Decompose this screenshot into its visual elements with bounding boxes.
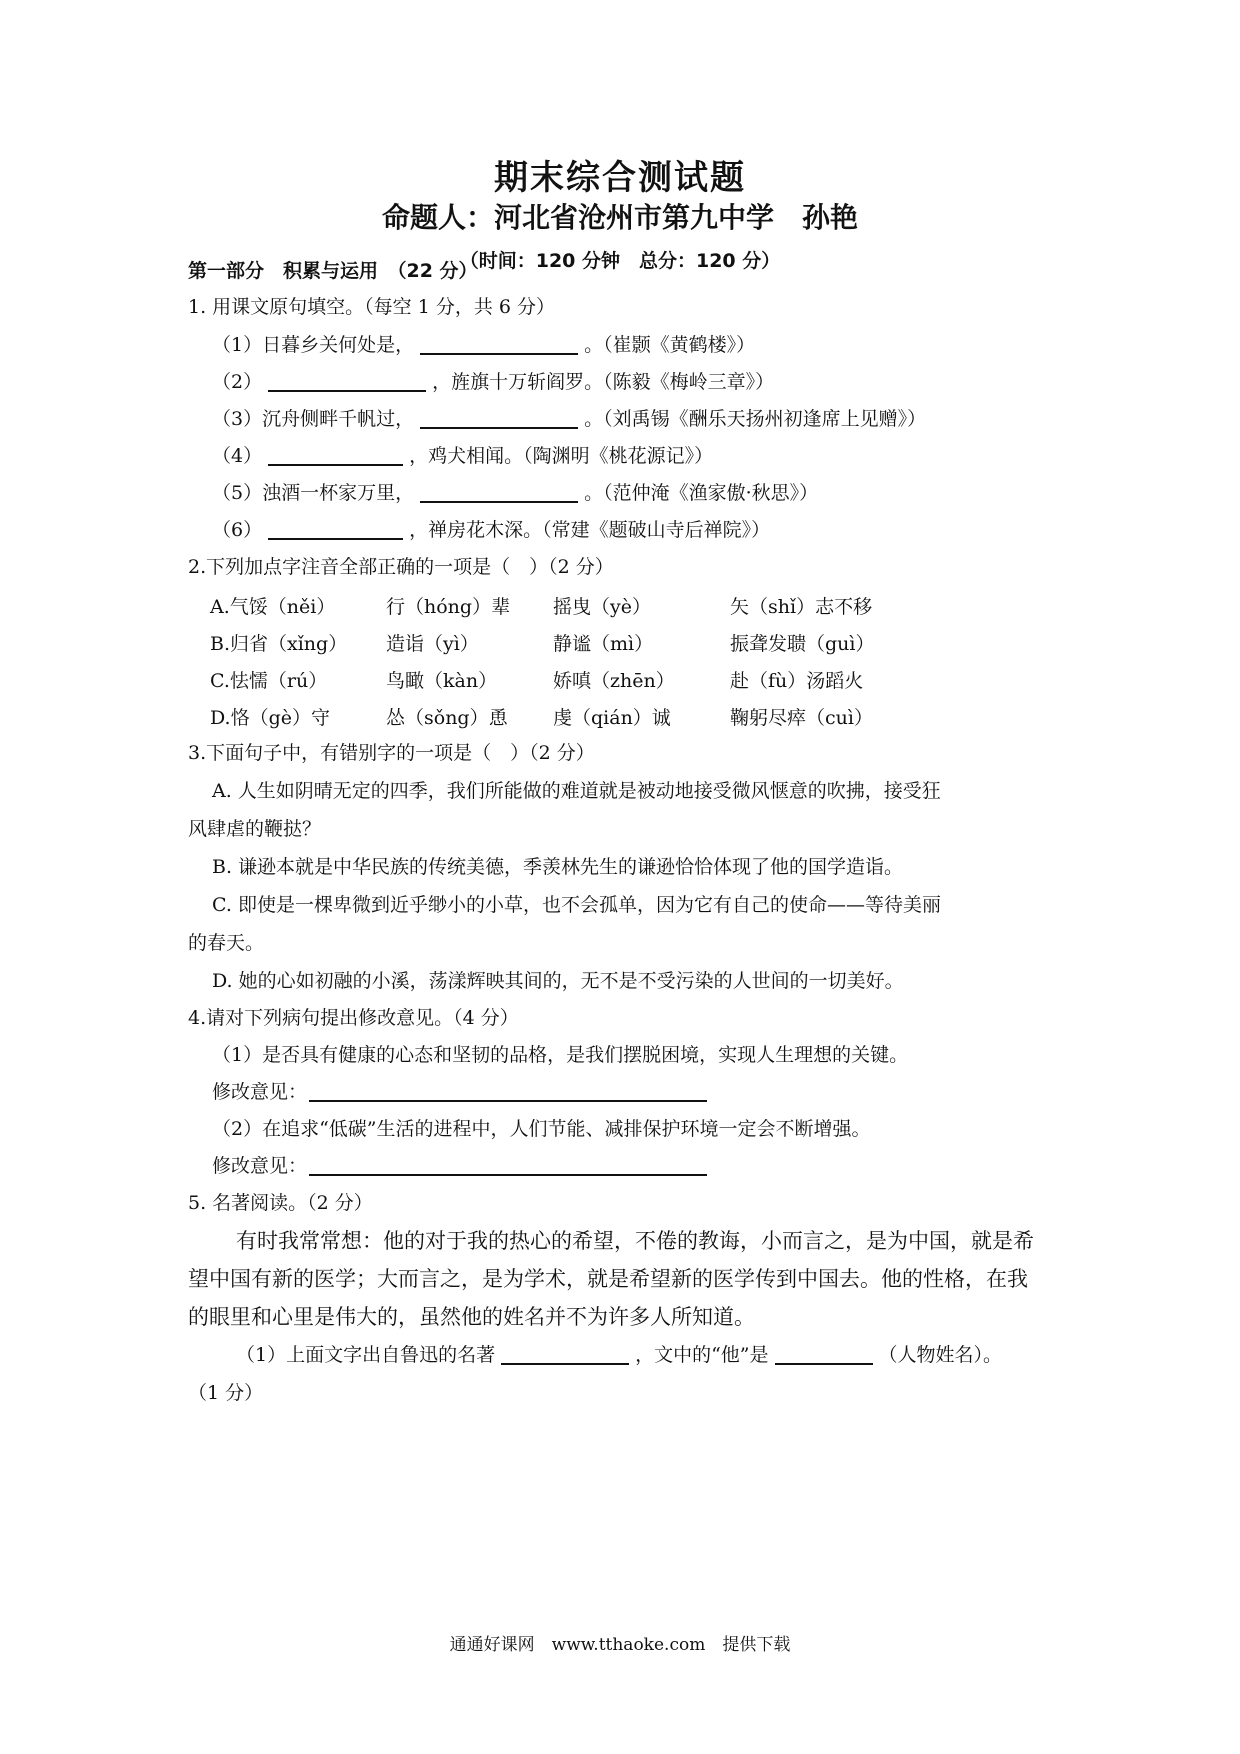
q2-stem: 2.下列加点字注音全部正确的一项是（ ）（2 分） [188,556,614,578]
fill-blank[interactable] [268,519,403,540]
q3-option-c-line1: C. 即使是一棵卑微到近乎缈小的小草，也不会孤单，因为它有自己的使命——等待美丽 [212,894,941,916]
q5-subquestion-1: （1）上面文字出自鲁迅的名著 ，文中的“他”是 （人物姓名）。 [236,1344,1003,1366]
q1-item-2: （2） ，旌旗十万斩阎罗。（陈毅《梅岭三章》） [212,371,775,393]
q5-passage-line2: 望中国有新的医学；大而言之，是为学术，就是希望新的医学传到中国去。他的性格，在我 [188,1267,1028,1291]
q4-sentence-1: （1）是否具有健康的心态和坚韧的品格，是我们摆脱困境，实现人生理想的关键。 [212,1044,909,1066]
q2-option-d-3: 虔（qián）诚 [553,707,671,729]
part1-heading: 第一部分 积累与运用 （22 分） [188,260,478,282]
answer-line[interactable] [309,1155,707,1176]
q2-option-a-4: 矢（shǐ）志不移 [730,596,873,618]
q2-option-b-3: 静谧（mì） [553,633,654,655]
q2-option-a-1: A.气馁（něi） [210,596,336,618]
author-line: 命题人：河北省沧州市第九中学 孙艳 [381,201,858,234]
q5-stem: 5. 名著阅读。（2 分） [188,1192,373,1214]
q3-stem: 3.下面句子中，有错别字的一项是（ ）（2 分） [188,742,595,764]
q4-stem: 4.请对下列病句提出修改意见。（4 分） [188,1007,519,1029]
q2-option-c-1: C.怯懦（rú） [210,670,328,692]
q3-option-c-line2: 的春天。 [188,932,265,954]
q2-option-d-2: 怂（sǒng）恿 [386,707,508,729]
q1-item-4: （4） ，鸡犬相闻。（陶渊明《桃花源记》） [212,445,714,467]
q1-item-1: （1）日暮乡关何处是， 。（崔颢《黄鹤楼》） [212,334,756,356]
footer-watermark: 通通好课网 www.tthaoke.com 提供下载 [449,1635,791,1655]
q4-answer-1: 修改意见： [212,1079,713,1105]
q3-option-d: D. 她的心如初融的小溪，荡漾辉映其间的，无不是不受污染的人世间的一切美好。 [212,970,904,992]
q5-passage-line1: 有时我常常想：他的对于我的热心的希望，不倦的教诲，小而言之，是为中国，就是希 [236,1229,1034,1253]
q2-option-d-1: D.恪（gè）守 [210,707,331,729]
q2-option-a-2: 行（hóng）辈 [386,596,511,618]
q2-option-c-2: 鸟瞰（kàn） [386,670,498,692]
q3-option-a-line1: A. 人生如阴晴无定的四季，我们所能做的难道就是被动地接受微风惬意的吹拂，接受狂 [212,780,941,802]
q1-stem: 1. 用课文原句填空。（每空 1 分，共 6 分） [188,296,556,318]
fill-blank[interactable] [420,482,578,503]
answer-line[interactable] [309,1081,707,1102]
q1-item-3: （3）沉舟侧畔千帆过， 。（刘禹锡《酬乐天扬州初逢席上见赠》） [212,408,927,430]
q1-item-5: （5）浊酒一杯家万里， 。（范仲淹《渔家傲·秋思》） [212,482,819,504]
q2-option-c-3: 娇嗔（zhēn） [553,670,675,692]
fill-blank[interactable] [420,408,578,429]
q2-option-a-3: 摇曳（yè） [553,596,651,618]
q1-item-6: （6） ，禅房花木深。（常建《题破山寺后禅院》） [212,519,771,541]
q2-option-c-4: 赴（fù）汤蹈火 [730,670,864,692]
q4-sentence-2: （2）在追求“低碳”生活的进程中，人们节能、减排保护环境一定会不断增强。 [212,1118,871,1140]
q2-option-d-4: 鞠躬尽瘁（cuì） [730,707,873,729]
exam-title: 期末综合测试题 [494,158,746,198]
time-score-line: （时间：120 分钟 总分：120 分） [459,250,781,272]
fill-blank[interactable] [268,371,426,392]
fill-blank[interactable] [268,445,403,466]
character-name-blank[interactable] [775,1344,873,1365]
q2-option-b-1: B.归省（xǐng） [210,633,348,655]
q5-subquestion-1-score: （1 分） [188,1382,264,1404]
q5-passage-line3: 的眼里和心里是伟大的，虽然他的姓名并不为许多人所知道。 [188,1305,755,1329]
q3-option-b: B. 谦逊本就是中华民族的传统美德，季羡林先生的谦逊恰恰体现了他的国学造诣。 [212,856,904,878]
q4-answer-2: 修改意见： [212,1153,713,1179]
q2-option-b-4: 振聋发聩（guì） [730,633,875,655]
fill-blank[interactable] [420,334,578,355]
q2-option-b-2: 造诣（yì） [386,633,479,655]
book-title-blank[interactable] [501,1344,629,1365]
q3-option-a-line2: 风肆虐的鞭挞？ [188,818,322,840]
